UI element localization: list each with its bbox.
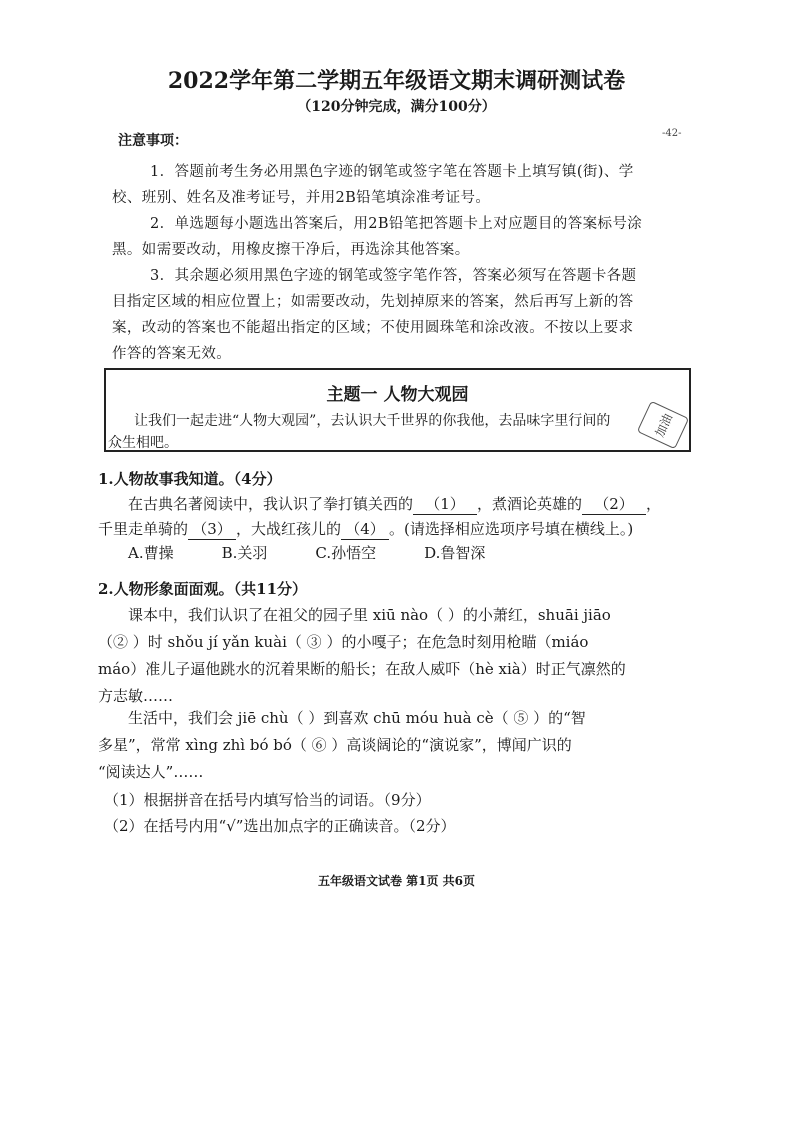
q1-text: ， bbox=[646, 495, 662, 513]
handwritten-stamp: 加油 bbox=[637, 401, 689, 450]
note-line: 案，改动的答案也不能超出指定的区域；不使用圆珠笔和涂改液。不按以上要求 bbox=[112, 320, 634, 336]
question-2-text-line: “阅读达人”…… bbox=[98, 763, 204, 781]
question-2-text-line: 课本中，我们认识了在祖父的园子里 xiū nào（ ）的小萧红，shuāi jiāo bbox=[128, 606, 611, 624]
q1-blank-1[interactable]: （1） bbox=[413, 493, 477, 515]
q1-text: ，大战红孩儿的 bbox=[236, 520, 342, 538]
q1-text: ，煮酒论英雄的 bbox=[477, 495, 583, 513]
exam-title: 2022学年第二学期五年级语文期末调研测试卷 bbox=[167, 68, 626, 94]
option-d: D.鲁智深 bbox=[424, 544, 486, 562]
q1-blank-3[interactable]: （3） bbox=[188, 518, 236, 540]
page-footer: 五年级语文试卷 第1页 共6页 bbox=[317, 874, 476, 888]
theme-intro-line: 众生相吧。 bbox=[108, 435, 178, 451]
note-line: 黑。如需要改动，用橡皮擦干净后，再选涂其他答案。 bbox=[112, 242, 470, 258]
question-2-text-line: 生活中，我们会 jiē chù（ ）到喜欢 chū móu huà cè（ ⑤ ）的“智 bbox=[128, 709, 586, 727]
q1-blank-4[interactable]: （4） bbox=[341, 518, 389, 540]
question-1-line-1 bbox=[128, 493, 661, 515]
question-1-line-2 bbox=[98, 518, 633, 540]
question-2-text-line: máo）准儿子逼他跳水的沉着果断的船长；在敌人威吓（hè xià）时正气凛然的 bbox=[98, 660, 626, 678]
q1-text: 。(请选择相应选项序号填在横线上。) bbox=[389, 520, 634, 538]
notes-heading: 注意事项： bbox=[118, 133, 188, 149]
exam-subtitle: （120分钟完成，满分100分） bbox=[297, 99, 496, 115]
question-1-options bbox=[128, 542, 648, 563]
option-b: B.关羽 bbox=[221, 544, 268, 562]
question-2-heading: 2.人物形象面面观。（共11分） bbox=[98, 580, 308, 598]
question-2-text-line: （② ）时 shǒu jí yǎn kuài（ ③ ）的小嘎子；在危急时刻用枪瞄（miáo bbox=[98, 633, 589, 651]
q1-blank-2[interactable]: （2） bbox=[582, 493, 646, 515]
q1-text: 千里走单骑的 bbox=[98, 520, 189, 538]
question-2-sub-1: （1）根据拼音在括号内填写恰当的词语。（9分） bbox=[104, 791, 431, 809]
theme-title: 主题一 人物大观园 bbox=[326, 385, 469, 405]
note-line: 3．其余题必须用黑色字迹的钢笔或签字笔作答，答案必须写在答题卡各题 bbox=[150, 268, 637, 284]
theme-intro-line: 让我们一起走进“人物大观园”，去认识大千世界的你我他，去品味字里行间的 bbox=[134, 413, 611, 429]
question-1-heading: 1.人物故事我知道。（4分） bbox=[98, 470, 282, 488]
q1-text: 在古典名著阅读中，我认识了拳打镇关西的 bbox=[128, 495, 414, 513]
question-2-text-line: 多星”，常常 xìng zhì bó bó（ ⑥ ）高谈阔论的“演说家”，博闻广识的 bbox=[98, 736, 572, 754]
question-2-text-line: 方志敏…… bbox=[98, 687, 174, 705]
option-a: A.曹操 bbox=[128, 544, 174, 562]
question-2-sub-2: （2）在括号内用“√”选出加点字的正确读音。（2分） bbox=[104, 817, 456, 835]
option-c: C.孙悟空 bbox=[315, 544, 377, 562]
note-line: 校、班别、姓名及准考证号，并用2B铅笔填涂准考证号。 bbox=[112, 190, 491, 206]
note-line: 1．答题前考生务必用黑色字迹的钢笔或签字笔在答题卡上填写镇(街)、学 bbox=[150, 164, 634, 180]
note-line: 目指定区域的相应位置上；如需要改动，先划掉原来的答案，然后再写上新的答 bbox=[112, 294, 634, 310]
corner-mark: -42- bbox=[662, 128, 682, 139]
note-line: 2．单选题每小题选出答案后，用2B铅笔把答题卡上对应题目的答案标号涂 bbox=[150, 216, 643, 232]
note-line: 作答的答案无效。 bbox=[112, 346, 232, 362]
